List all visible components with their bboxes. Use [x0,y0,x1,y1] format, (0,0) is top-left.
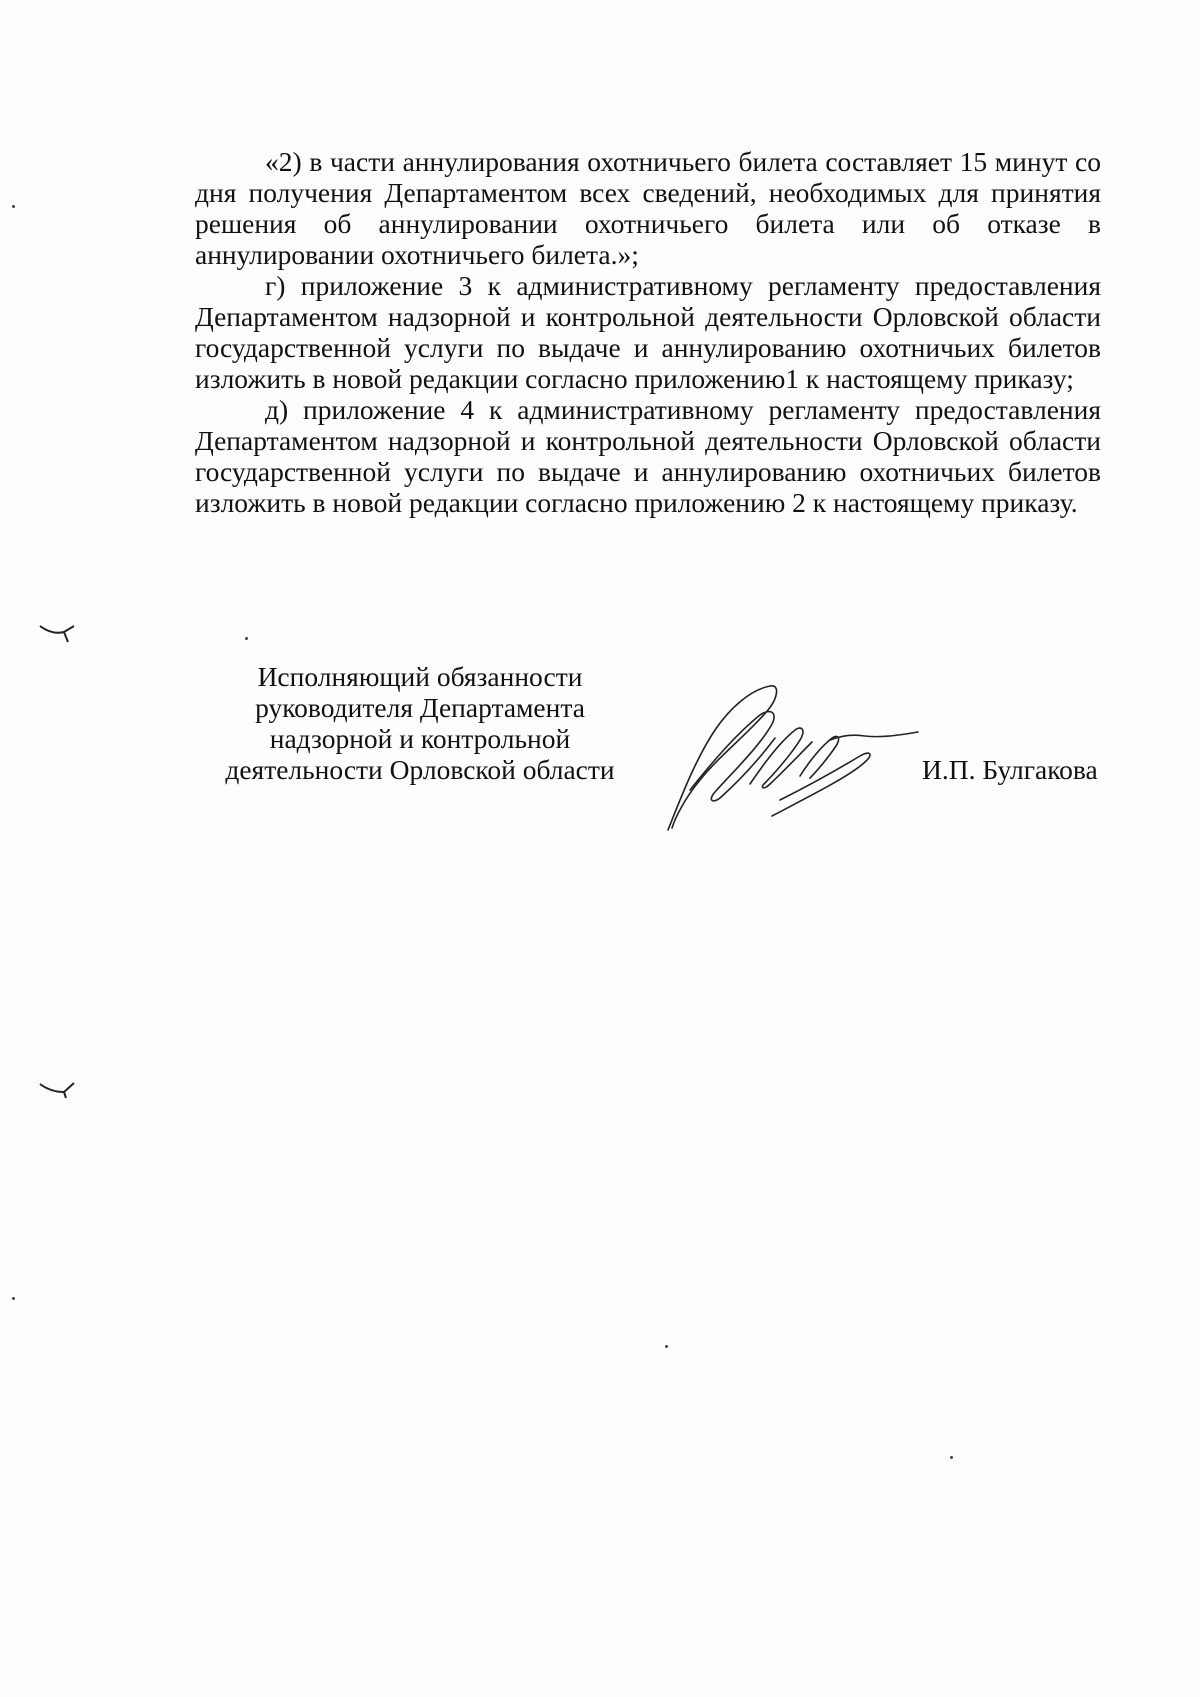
scan-speck [12,1297,15,1300]
paragraph-amendment-d: д) приложение 4 к административному регламенту предоставления Департаментом надзорной и контрольной деятельности Орловской области государственной услуги по выдаче и аннулированию охотничьих билетов изложить в новой редакции согласно приложению 2 к настоящему приказу. [195,394,1101,518]
scan-mark-icon [38,1080,78,1102]
signatory-title-line: надзорной и контрольной [269,723,571,754]
handwritten-signature [660,680,920,840]
signatory-title-line: Исполняющий обязанности [257,661,583,692]
scan-speck [665,1345,668,1348]
scan-speck [12,205,15,208]
paragraph-item-2-clause: «2) в части аннулирования охотничьего билета составляет 15 минут со дня получения Департаментом всех сведений, необходимых для принятия решения об аннулировании охотничьего билета или об отказе в аннулировании охотничьего билета.»; [195,146,1101,270]
signatory-title-line: руководителя Департамента [255,692,585,723]
scan-speck [950,1456,953,1459]
signatory-title [210,661,630,785]
signatory-name: И.П. Булгакова [922,754,1098,785]
scan-speck [245,637,248,640]
scan-mark-icon [38,622,78,644]
document-body [195,146,1101,518]
signatory-title-line: деятельности Орловской области [225,754,615,785]
paragraph-amendment-g: г) приложение 3 к административному регламенту предоставления Департаментом надзорной и контрольной деятельности Орловской области государственной услуги по выдаче и аннулированию охотничьих билетов изложить в новой редакции согласно приложению1 к настоящему приказу; [195,270,1101,394]
